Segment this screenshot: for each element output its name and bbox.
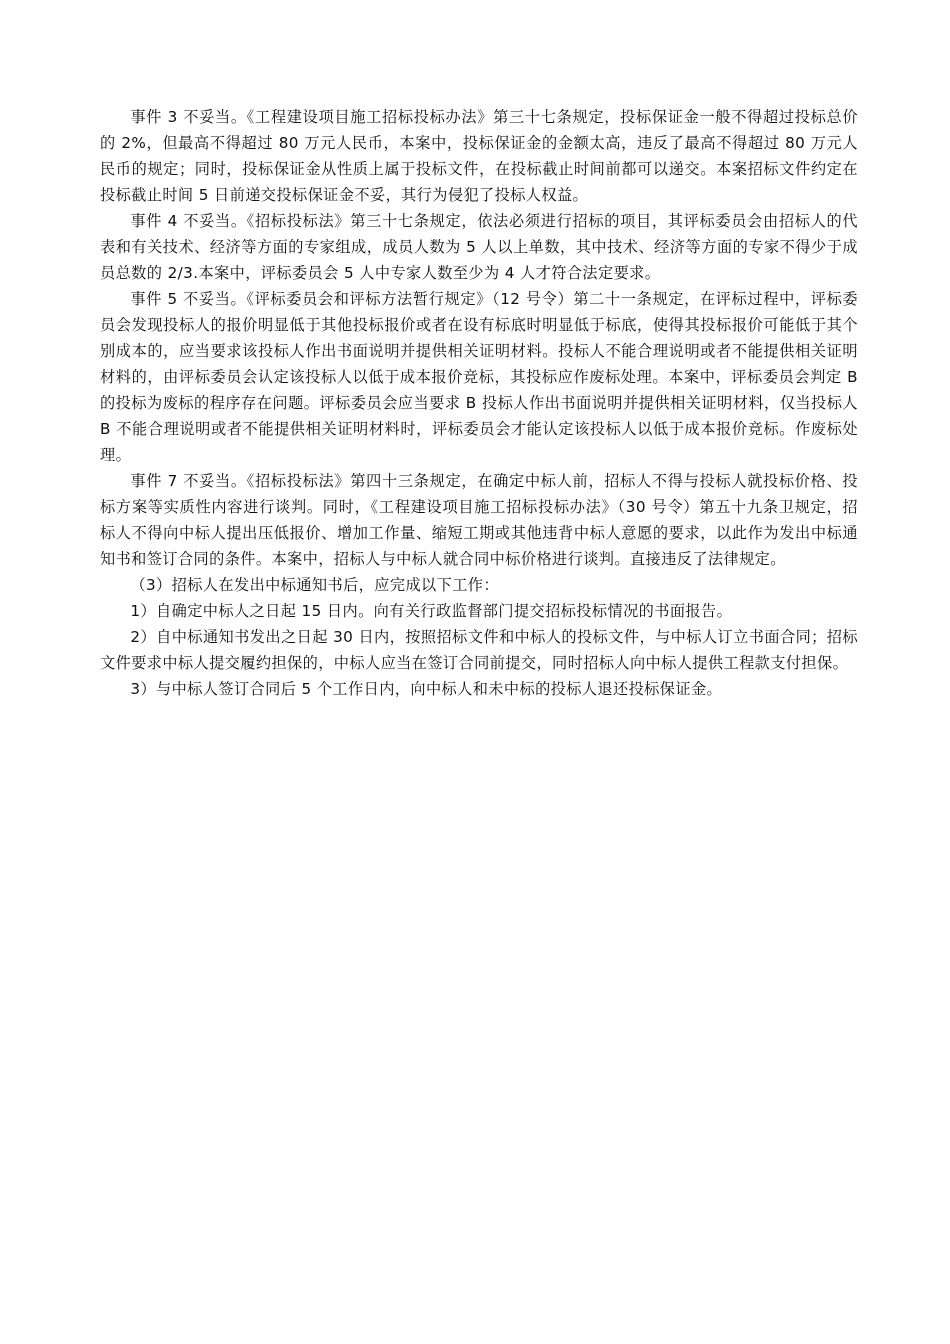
paragraph-event-4: 事件 4 不妥当。《招标投标法》第三十七条规定，依法必须进行招标的项目，其评标委员会由招标人的代表和有关技术、经济等方面的专家组成，成员人数为 5 人以上单数，其中技术、经济等方面的专家不得少于成员总数的 2/3.本案中，评标委员会 5 人中专家人数至少为 4 人才符合法定要求。: [100, 212, 858, 282]
paragraph-item-1: 1）自确定中标人之日起 15 日内。向有关行政监督部门提交招标投标情况的书面报告。: [130, 602, 733, 620]
paragraph-item-3: 3）与中标人签订合同后 5 个工作日内，向中标人和未中标的投标人退还投标保证金。: [130, 680, 723, 698]
paragraph-event-7: 事件 7 不妥当。《招标投标法》第四十三条规定，在确定中标人前，招标人不得与投标人就投标价格、投标方案等实质性内容进行谈判。同时，《工程建设项目施工招标投标办法》（30 号令）第五十九条卫规定，招标人不得向中标人提出压低报价、增加工作量、缩短工期或其他违背中标人意愿的要求，以此作为发出中标通知书和签订合同的条件。本案中，招标人与中标人就合同中标价格进行谈判。直接违反了法律规定。: [100, 472, 858, 568]
paragraph-event-3: 事件 3 不妥当。《工程建设项目施工招标投标办法》第三十七条规定，投标保证金一般不得超过投标总价的 2%，但最高不得超过 80 万元人民币，本案中，投标保证金的金额太高，违反了最高不得超过 80 万元人民币的规定；同时，投标保证金从性质上属于投标文件，在投标截止时间前都可以递交。本案招标文件约定在投标截止时间 5 日前递交投标保证金不妥，其行为侵犯了投标人权益。: [100, 108, 858, 204]
paragraph-event-5: 事件 5 不妥当。《评标委员会和评标方法暂行规定》（12 号令）第二十一条规定，在评标过程中，评标委员会发现投标人的报价明显低于其他投标报价或者在设有标底时明显低于标底，使得其投标报价可能低于其个别成本的，应当要求该投标人作出书面说明并提供相关证明材料。投标人不能合理说明或者不能提供相关证明材料的，由评标委员会认定该投标人以低于成本报价竞标，其投标应作废标处理。本案中，评标委员会判定 B 的投标为废标的程序存在问题。评标委员会应当要求 B 投标人作出书面说明并提供相关证明材料，仅当投标人 B 不能合理说明或者不能提供相关证明材料时，评标委员会才能认定该投标人以低于成本报价竞标。作废标处理。: [100, 290, 858, 464]
paragraph-item-2: 2）自中标通知书发出之日起 30 日内，按照招标文件和中标人的投标文件，与中标人订立书面合同；招标文件要求中标人提交履约担保的，中标人应当在签订合同前提交，同时招标人向中标人提供工程款支付担保。: [100, 628, 858, 672]
document-body: [100, 104, 858, 702]
paragraph-section-3-heading: （3）招标人在发出中标通知书后，应完成以下工作：: [130, 576, 499, 594]
